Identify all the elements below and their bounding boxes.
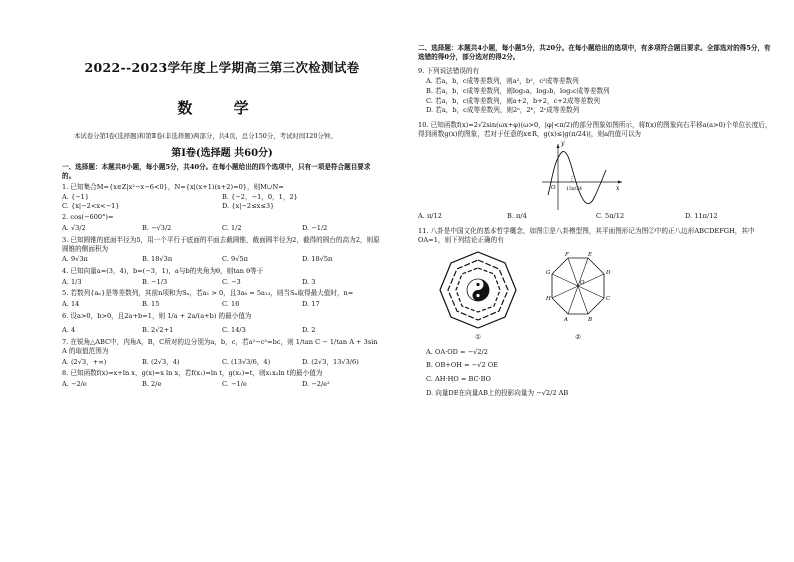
tick-label: 13π/24 — [566, 187, 582, 193]
option-a: A. {−1} — [62, 193, 90, 202]
option-c: C. AH·HO = BC·BO — [426, 375, 491, 383]
option-c: C. −3 — [222, 277, 241, 286]
option-d: D. −2/e² — [302, 380, 330, 388]
x-axis-arrow-icon — [618, 181, 622, 184]
option-d: D. 18√5π — [302, 255, 333, 264]
left-column — [62, 0, 382, 389]
question-stem: 4. 已知向量a=(3，4)，b=(−3，1)，a与b的夹角为θ，则tan θ等于 — [62, 266, 264, 275]
exam-subject: 数 学 — [177, 98, 267, 117]
vertex-label: D — [606, 270, 611, 277]
question-stem: 7. 在锐角△ABC中，内角A，B，C所对的边分别为a，b，c，若a²−c²=bc，则 1/tan C − 1/tan A + 3sin A 的取值范围为 — [62, 338, 378, 355]
question-3 — [62, 236, 382, 264]
figure-2-caption: ② — [575, 333, 581, 342]
question-options — [62, 380, 382, 389]
figure-1-caption: ① — [475, 333, 481, 342]
option-b: B. {−2，−1，0，1，2} — [222, 193, 298, 202]
octagon-figure — [538, 250, 618, 330]
option-d: D. 17 — [302, 300, 320, 309]
question-11 — [418, 227, 774, 397]
option-a: A. 4 — [62, 326, 76, 335]
question-stem: 2. cos(−600°)= — [62, 213, 114, 222]
option-c: C. 5π/12 — [596, 212, 625, 221]
option-c: C. (13√3/6，4) — [222, 357, 271, 366]
question-options — [62, 193, 382, 210]
option-d: D. (2√3，13√3/6) — [302, 357, 359, 366]
option-c: C. 16 — [222, 300, 240, 309]
option-d: D. −1/2 — [302, 224, 328, 233]
center-label: O — [580, 280, 585, 287]
question-5 — [62, 289, 382, 308]
option-a: A. (2√3，+∞) — [62, 357, 107, 366]
option-b: B. 15 — [142, 300, 160, 309]
vertex-label: G — [546, 270, 551, 277]
option-b: B. −√3/2 — [142, 224, 172, 233]
bagua-figure — [438, 250, 518, 330]
figure-2 — [538, 250, 618, 341]
vertex-label: H — [546, 296, 551, 303]
question-1 — [62, 183, 382, 210]
option-a: A. 1/3 — [62, 277, 82, 286]
question-4 — [62, 267, 382, 286]
question-stem: 3. 已知圆锥的底面半径为5，用一个平行于底面的平面去截圆锥，截面圆半径为2，截得的圆台的高为2，则原圆锥的侧面积为 — [62, 235, 380, 253]
question-stem: 8. 已知函数f(x)=x+ln x，g(x)=x ln x，若f(x₁)=ln t，g(x₂)=t，则x₁x₂ln t的最小值为 — [62, 369, 323, 378]
option-b: B. −1/3 — [142, 277, 168, 286]
section1-instructions: 一、选择题：本题共8小题，每小题5分，共40分。在每小题给出的四个选项中，只有一项是符合题目要求的。 — [62, 162, 371, 180]
option-c: C. {x|−2<x<−1} — [62, 201, 120, 210]
question-stem: 11. 八卦是中国文化的基本哲学概念，如图①是八卦模型图，其平面图形记为图②中的正八边形ABCDEFGH，其中OA=1，则下列结论正确的有 — [418, 227, 755, 244]
section2-instructions: 二、选择题：本题共4小题，每小题5分，共20分。在每小题给出的选项中，有多项符合题目要求。全部选对的得5分，有选错的得0分，部分选对的得2分。 — [418, 44, 771, 61]
question-stem: 5. 若数列{aₙ}是等差数列，其前n项和为Sₙ，若a₁ > 0，且3a₈ = 5a₁₃，则当Sₙ取得最大值时，n= — [62, 289, 354, 298]
question-options — [62, 300, 382, 309]
option-c: C. 14/3 — [222, 326, 246, 335]
option-c: C. 1/2 — [222, 224, 242, 233]
y-axis-arrow-icon — [557, 144, 560, 148]
question-options — [62, 326, 382, 335]
question-options — [62, 358, 382, 367]
vertex-label: E — [588, 252, 593, 259]
option-d: D. 若a，b，c成等差数列，则2ᵃ，2ᵇ，2ᶜ成等差数列 — [426, 106, 580, 115]
option-a: A. 若a，b，c成等差数列，则a²，b²，c²成等差数列 — [426, 77, 579, 86]
option-b: B. 若a，b，c成等差数列，则log₂a，log₂b，log₂c成等差数列 — [426, 86, 610, 95]
option-a: A. 9√3π — [62, 255, 88, 264]
option-b: B. 2√2+1 — [142, 326, 174, 335]
vertex-label: F — [565, 252, 569, 259]
figure-row — [418, 250, 774, 341]
part1-title: 第Ⅰ卷(选择题 共60分) — [171, 147, 273, 159]
question-stem: 6. 设a>0，b>0，且2a+b=1，则 1/a + 2a/(a+b) 的最小值为 — [62, 311, 252, 320]
option-c: C. 若a，b，c成等差数列，则a+2，b+2，c+2成等差数列 — [426, 96, 600, 105]
exam-title: 2022--2023学年度上学期高三第三次检测试卷 — [84, 60, 360, 75]
exam-intro: 本试卷分第Ⅰ卷(选择题)和第Ⅱ卷(非选择题)两部分，共4页，总分150分，考试时间120分钟。 — [74, 132, 337, 141]
option-c: C. −1/e — [222, 380, 247, 388]
sine-graph — [536, 140, 626, 212]
question-9 — [418, 67, 774, 115]
option-a: A. √3/2 — [62, 224, 86, 233]
origin-label: O — [551, 185, 556, 192]
question-stem: 10. 已知函数f(x)=2√2sin(ωx+φ)(ω>0，|φ|<π/2)的部分图象如图所示，将f(x)的图象向右平移a(a>0)个单位长度后，得到函数g(x)的图象，若对于任意的x∈R，g(x)≤|g(π/24)|，则a的值可以为 — [418, 120, 772, 138]
question-stem: 9. 下列说法错误的有 — [418, 67, 480, 76]
option-a: A. π/12 — [418, 212, 442, 221]
x-label: x — [616, 185, 620, 193]
option-d: D. {x|−2≤x≤3} — [222, 201, 275, 210]
vertex-label: A — [564, 317, 568, 324]
question-options — [62, 255, 382, 264]
option-d: D. 3 — [302, 277, 316, 286]
question-options — [62, 278, 382, 287]
question-options — [418, 212, 774, 221]
right-column — [418, 0, 774, 397]
y-label: y — [561, 140, 565, 148]
option-b: B. 2/e — [142, 380, 162, 388]
question-options — [62, 224, 382, 233]
question-7 — [62, 338, 382, 366]
option-b: B. OB+OH = −√2 OE — [426, 361, 498, 370]
option-b: B. (2√3，4) — [142, 357, 180, 366]
sine-curve — [548, 152, 606, 204]
option-d: D. 2 — [302, 326, 316, 335]
option-b: B. 18√3π — [142, 255, 173, 264]
option-a: A. −2/e — [62, 380, 87, 388]
question-2 — [62, 213, 382, 232]
option-d: D. 向量DE在向量AB上的投影向量为 −√2/2 AB — [426, 388, 569, 397]
figure-1 — [438, 250, 518, 341]
vertex-label: C — [606, 296, 611, 303]
option-a: A. OA·OD = −√2/2 — [426, 347, 488, 356]
option-d: D. 11π/12 — [685, 212, 718, 221]
option-a: A. 14 — [62, 300, 80, 309]
question-6 — [62, 312, 382, 335]
question-8 — [62, 369, 382, 388]
vertex-label: B — [588, 317, 593, 324]
question-stem: 1. 已知集合M={x∈Z|x²−x−6<0}，N={x|(x+1)(x+2)=0}，则M∪N= — [62, 183, 284, 192]
question-10 — [418, 121, 774, 221]
option-b: B. π/4 — [507, 212, 527, 221]
option-c: C. 9√5π — [222, 255, 248, 264]
